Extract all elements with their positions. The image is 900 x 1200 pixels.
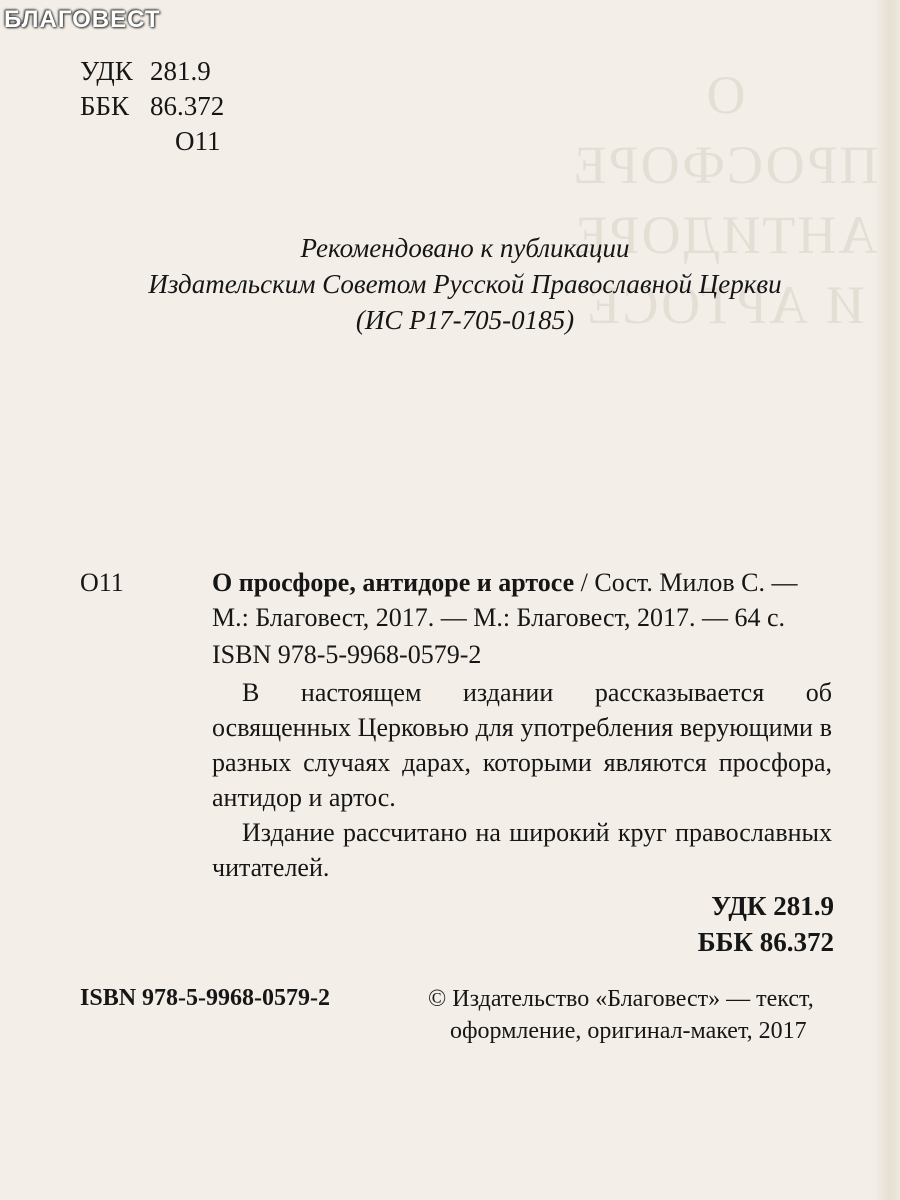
publication-info: М.: Благовест, 2017. — М.: Благовест, 2017. — 64 с. [212, 603, 785, 632]
cutter-code: О11 [175, 126, 221, 156]
book-title: О просфоре, антидоре и артосе [212, 568, 575, 597]
annotation: В настоящем издании рассказывается об освященных Церковью для употребления верующими в разных случаях дарах, которыми являются просфора, антидор и артос. [212, 678, 832, 812]
footer-isbn: ISBN 978-5-9968-0579-2 [80, 985, 330, 1011]
show-through-text: О ПРОСФОРЕ АНТИДОРЕ И АРТОСЕ [571, 65, 879, 335]
bbk-label: ББК [80, 91, 130, 121]
bbk-bold: ББК 86.372 [697, 927, 834, 957]
entry-index: О11 [80, 568, 124, 597]
udk-label: УДК [80, 56, 133, 86]
publisher-watermark: БЛАГОВЕСТ [4, 6, 161, 33]
entry-body [212, 565, 832, 885]
recommendation-line-2: Издательским Советом Русской Православной Церкви [148, 269, 782, 299]
compiler-info: / Сост. Милов С. — [574, 568, 798, 597]
udk-bold: УДК 281.9 [711, 891, 834, 921]
copyright-notice [428, 983, 832, 1047]
recommendation-block [70, 230, 860, 338]
copyright-line-2: оформление, оригинал-макет, 2017 [450, 1018, 807, 1044]
bbk-value: 86.372 [150, 91, 225, 121]
udk-value: 281.9 [150, 56, 211, 86]
recommendation-line-1: Рекомендовано к публикации [300, 233, 630, 263]
recommendation-line-3: (ИС Р17-705-0185) [355, 305, 575, 335]
udk-row [80, 54, 224, 89]
bbk-row [80, 89, 224, 124]
entry-isbn: ISBN 978-5-9968-0579-2 [212, 640, 482, 669]
catalog-entry [80, 565, 832, 885]
audience-note: Издание рассчитано на широкий круг православных читателей. [212, 818, 832, 882]
classification-codes [80, 54, 224, 159]
bibliographic-description [212, 565, 832, 600]
classification-bold [698, 888, 834, 960]
copyright-line-1: © Издательство «Благовест» — текст, [428, 986, 814, 1012]
